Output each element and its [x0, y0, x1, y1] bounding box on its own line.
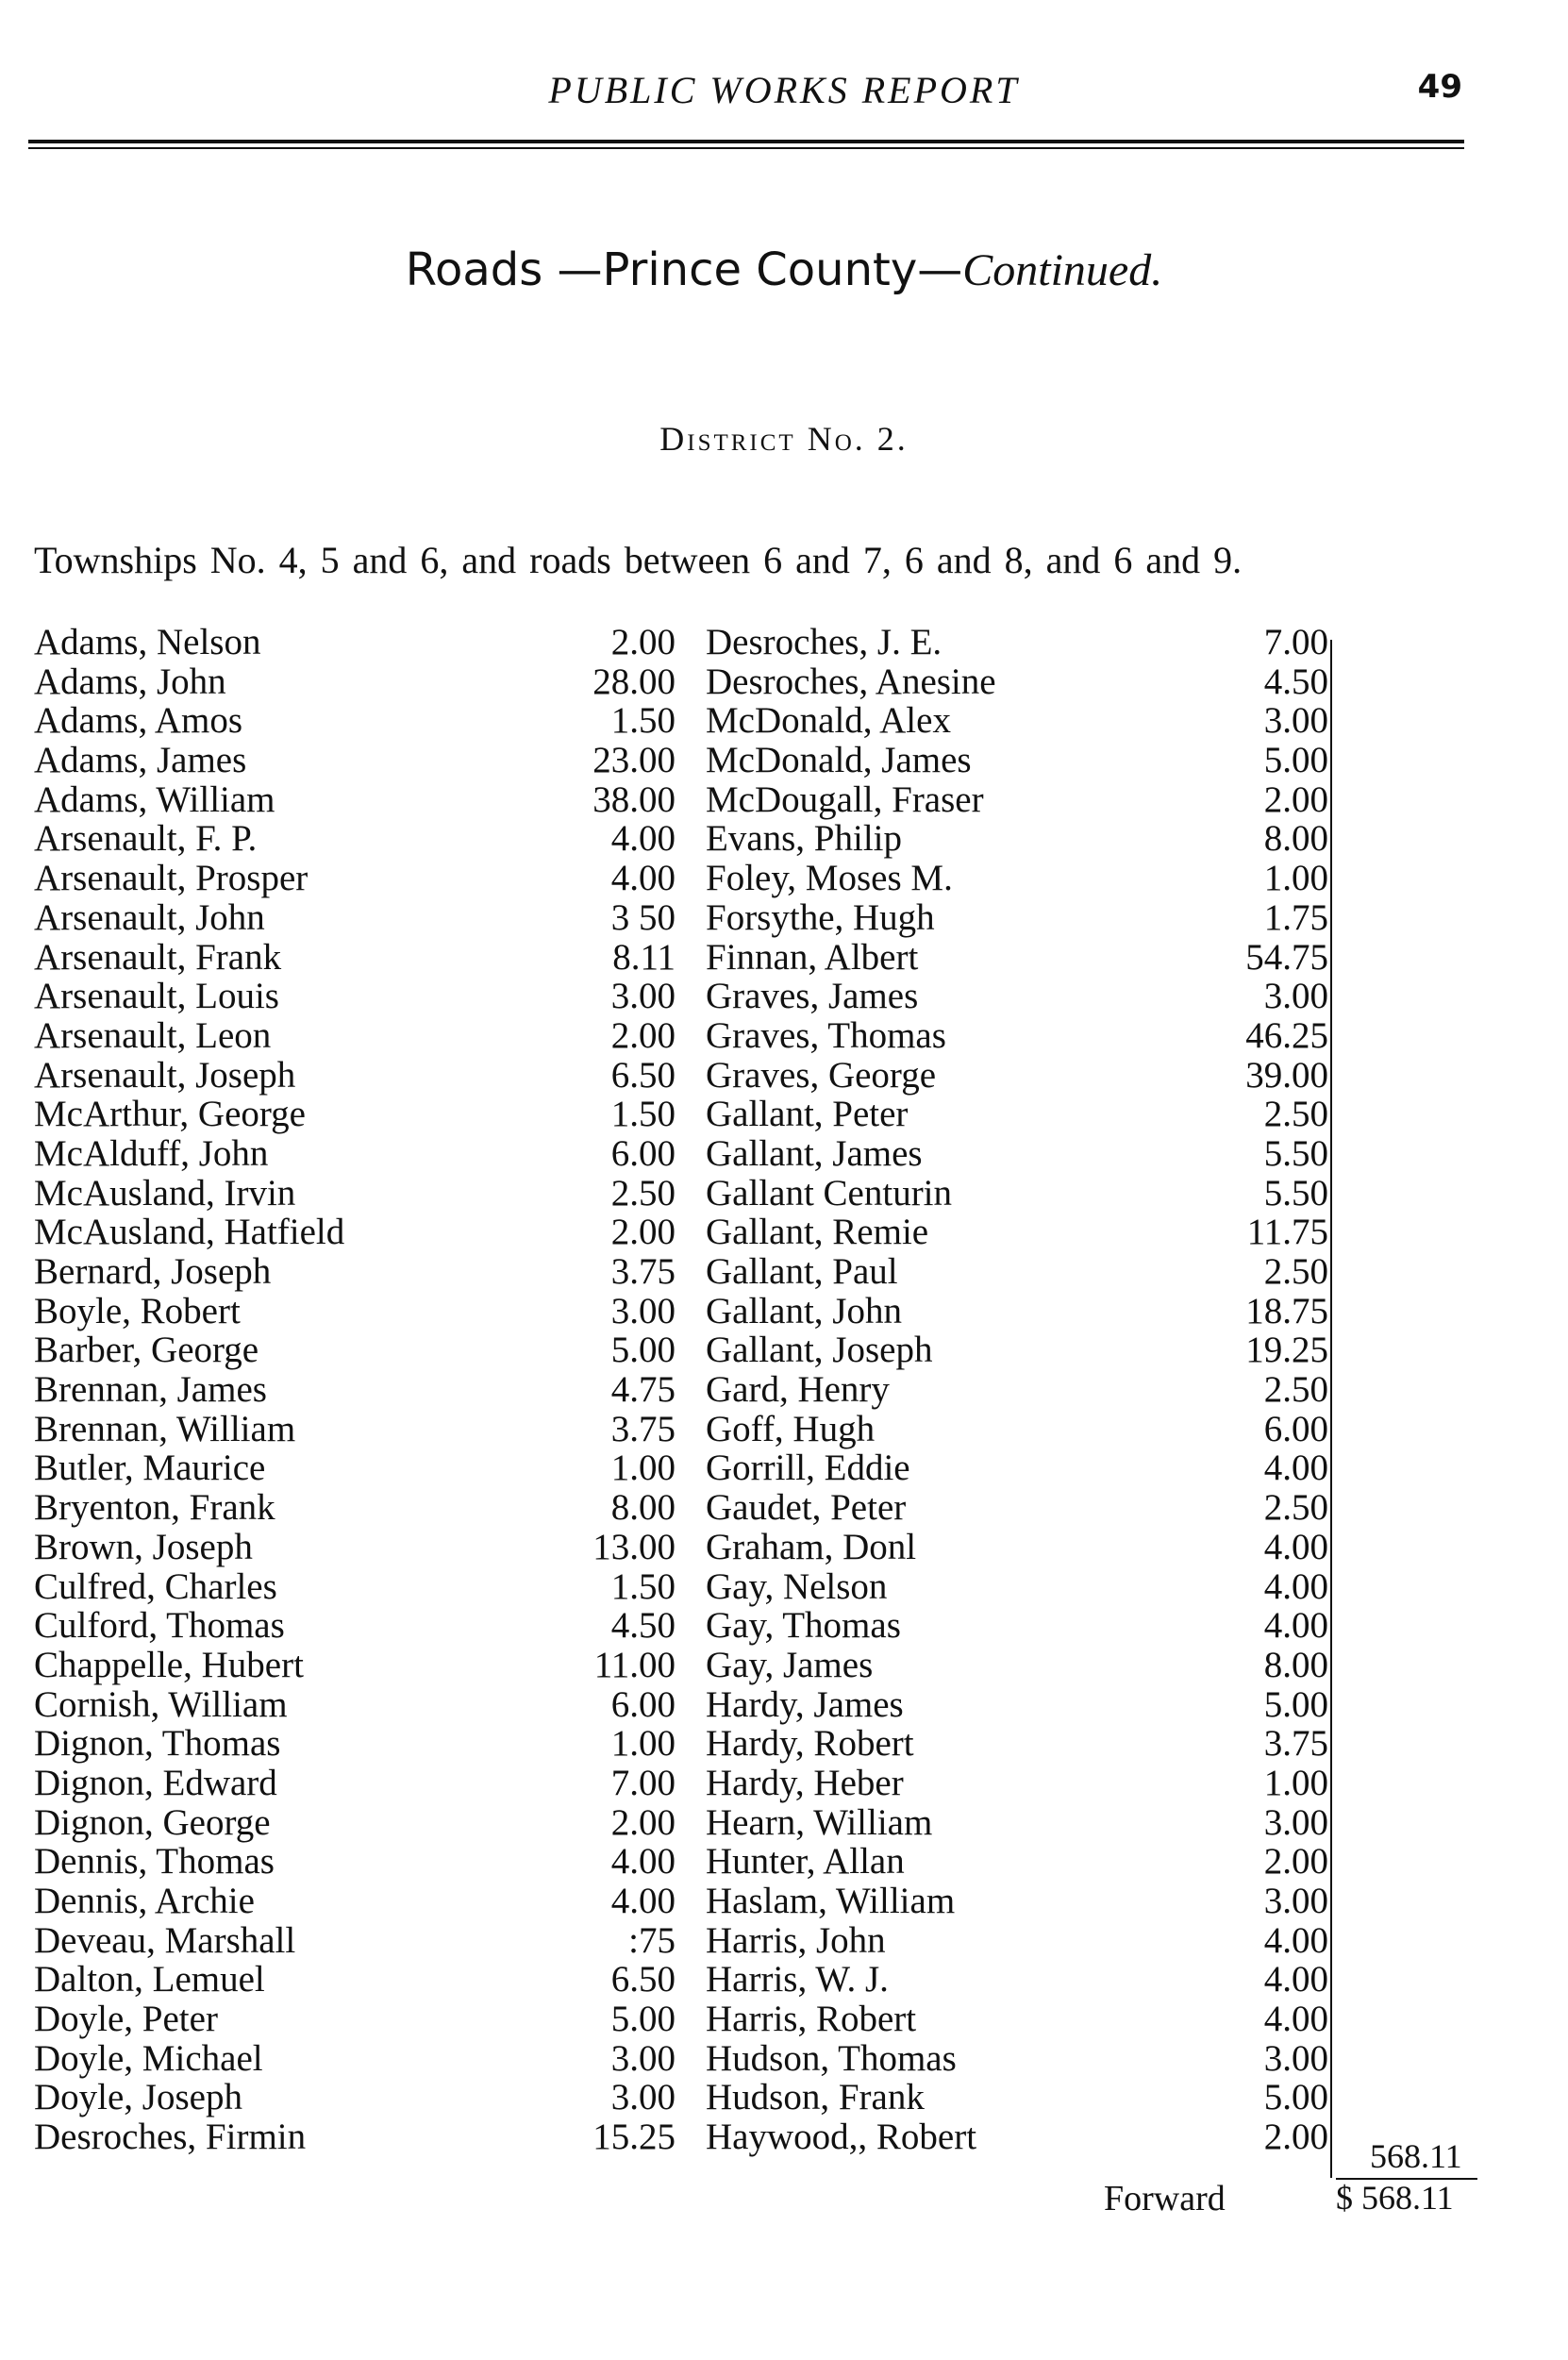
list-item [706, 1528, 1328, 1567]
entry-amount: 3.75 [610, 1408, 676, 1449]
list-item [706, 1488, 1328, 1528]
list-item [706, 1016, 1328, 1056]
list-item [706, 859, 1328, 898]
entry-name: Arsenault, John [34, 896, 265, 938]
list-item [34, 2000, 676, 2039]
list-item [706, 1213, 1328, 1252]
entry-name: Dignon, George [34, 1801, 271, 1843]
entry-name: Gallant, Peter [706, 1094, 909, 1135]
entry-name: Chappelle, Hubert [34, 1644, 304, 1685]
entry-amount: 19.25 [1245, 1330, 1328, 1371]
entry-amount: 5.00 [1263, 2077, 1328, 2118]
entry-amount: 39.00 [1245, 1054, 1328, 1096]
list-item [34, 938, 676, 978]
entry-name: McAusland, Hatfield [34, 1212, 345, 1253]
list-item [34, 1292, 676, 1331]
entry-name: Gard, Henry [706, 1369, 890, 1411]
entry-name: Graves, George [706, 1054, 937, 1096]
section-title [0, 243, 1568, 296]
entry-amount: 4.00 [610, 818, 676, 860]
entry-amount: 6.00 [610, 1683, 676, 1725]
entry-name: Bernard, Joseph [34, 1251, 272, 1292]
entry-amount: 4.00 [1263, 1565, 1328, 1607]
entry-amount: 1.50 [610, 1565, 676, 1607]
entry-name: Graham, Donl [706, 1526, 917, 1567]
entry-amount: 3.00 [1263, 1881, 1328, 1921]
entry-name: McDougall, Fraser [706, 778, 984, 820]
list-item [34, 1764, 676, 1803]
entry-name: McAlduff, John [34, 1132, 269, 1174]
entry-amount: 4.00 [610, 858, 676, 899]
section-title-main: Roads —Prince County— [405, 243, 963, 296]
entry-name: McAusland, Irvin [34, 1172, 296, 1213]
entry-name: Goff, Hugh [706, 1408, 876, 1449]
entry-amount: 1.75 [1263, 896, 1328, 938]
list-item [34, 1134, 676, 1174]
entry-amount: 8.00 [1263, 818, 1328, 860]
entry-amount: 3.00 [1263, 976, 1328, 1017]
entry-amount: 38.00 [592, 778, 676, 820]
entry-amount: 2.50 [610, 1172, 676, 1213]
entry-amount: 3.00 [610, 976, 676, 1017]
list-item [34, 2117, 676, 2157]
entry-name: Adams, James [34, 740, 247, 781]
entry-name: Gay, Thomas [706, 1605, 901, 1647]
entry-name: Doyle, Joseph [34, 2077, 242, 2118]
entry-amount: 5.50 [1263, 1172, 1328, 1213]
entry-name: Barber, George [34, 1330, 259, 1371]
entry-amount: 3.00 [1263, 1801, 1328, 1843]
entry-amount: 2.50 [1263, 1369, 1328, 1411]
entry-name: Hearn, William [706, 1801, 933, 1843]
entry-name: Gallant Centurin [706, 1172, 953, 1213]
entry-name: Desroches, Firmin [34, 2117, 307, 2158]
list-item [706, 2117, 1328, 2157]
entry-amount: 2.50 [1263, 1251, 1328, 1292]
entry-amount: 5.00 [610, 1330, 676, 1371]
entry-amount: 3.00 [610, 2037, 676, 2079]
list-item [34, 1882, 676, 1921]
list-item [706, 1803, 1328, 1843]
list-item [34, 1567, 676, 1607]
list-item [706, 1410, 1328, 1449]
list-item [706, 938, 1328, 978]
list-item [706, 741, 1328, 780]
entry-amount: 2.50 [1263, 1094, 1328, 1135]
entry-amount: 5.50 [1263, 1132, 1328, 1174]
list-item [34, 977, 676, 1016]
list-item [706, 1331, 1328, 1370]
entry-amount: :75 [628, 1919, 676, 1961]
entry-amount: 4.50 [610, 1605, 676, 1647]
list-item [706, 623, 1328, 662]
list-item [34, 1252, 676, 1292]
entry-name: Hudson, Thomas [706, 2037, 957, 2079]
entry-name: McDonald, Alex [706, 700, 951, 742]
list-item [706, 898, 1328, 938]
list-item [706, 1960, 1328, 2000]
entry-amount: 3.00 [1263, 700, 1328, 742]
entry-name: Hardy, James [706, 1683, 904, 1725]
entry-amount: 4.00 [1263, 1999, 1328, 2040]
entry-amount: 7.00 [610, 1762, 676, 1803]
entry-name: Arsenault, Leon [34, 1014, 272, 1056]
entry-name: Dignon, Thomas [34, 1723, 281, 1765]
entry-name: Gallant, Paul [706, 1251, 898, 1292]
list-item [34, 1370, 676, 1410]
list-item [34, 898, 676, 938]
entry-amount: 18.75 [1245, 1290, 1328, 1331]
entry-amount: 1.00 [1263, 858, 1328, 899]
list-item [34, 1448, 676, 1488]
entry-name: Adams, Nelson [34, 622, 261, 662]
list-item [706, 2078, 1328, 2117]
entry-name: Harris, W. J. [706, 1959, 889, 2000]
entry-amount: 4.75 [610, 1369, 676, 1411]
list-item [706, 701, 1328, 741]
list-item [706, 1921, 1328, 1961]
list-item [706, 1764, 1328, 1803]
list-item [34, 1213, 676, 1252]
list-item [706, 1567, 1328, 1607]
right-column [706, 623, 1328, 2157]
list-item [34, 2039, 676, 2079]
entry-amount: 5.00 [1263, 740, 1328, 781]
entry-amount: 4.00 [610, 1841, 676, 1883]
list-item [706, 977, 1328, 1016]
entry-amount: 11.75 [1246, 1212, 1328, 1253]
entry-amount: 3.75 [610, 1251, 676, 1292]
entry-name: Doyle, Peter [34, 1999, 218, 2040]
entry-amount: 2.00 [610, 1801, 676, 1843]
header-rule [28, 140, 1464, 143]
entry-name: Evans, Philip [706, 818, 903, 860]
entry-amount: 4.00 [1263, 1526, 1328, 1567]
entry-amount: 8.00 [610, 1487, 676, 1529]
header-rule-thin [28, 147, 1464, 149]
entry-name: Adams, William [34, 778, 275, 820]
entry-name: Desroches, Anesine [706, 661, 996, 702]
entry-amount: 4.50 [1263, 661, 1328, 702]
entry-amount: 3.00 [610, 2077, 676, 2118]
list-item [706, 1724, 1328, 1764]
running-title: PUBLIC WORKS REPORT [548, 69, 1020, 111]
entry-amount: 1.00 [610, 1448, 676, 1489]
entry-amount: 2.00 [1263, 1841, 1328, 1883]
forward-amount: $ 568.11 [1336, 2179, 1454, 2217]
list-item [34, 662, 676, 702]
list-item [34, 623, 676, 662]
entry-name: Brennan, James [34, 1369, 267, 1411]
entry-amount: 54.75 [1245, 936, 1328, 978]
entry-amount: 1.00 [610, 1723, 676, 1765]
entry-amount: 2.00 [610, 622, 676, 662]
entry-name: Arsenault, Frank [34, 936, 282, 978]
left-column [34, 623, 676, 2157]
entry-name: Foley, Moses M. [706, 858, 953, 899]
entry-amount: 4.00 [1263, 1448, 1328, 1489]
entry-amount: 2.00 [610, 1212, 676, 1253]
list-item [706, 662, 1328, 702]
entry-amount: 5.00 [1263, 1683, 1328, 1725]
entry-amount: 4.00 [1263, 1919, 1328, 1961]
list-item [34, 1685, 676, 1725]
entry-name: Hardy, Heber [706, 1762, 904, 1803]
entry-amount: 8.00 [1263, 1644, 1328, 1685]
entry-name: Finnan, Albert [706, 936, 919, 978]
entry-amount: 3.75 [1263, 1723, 1328, 1765]
list-item [34, 1528, 676, 1567]
list-item [706, 2000, 1328, 2039]
entry-name: Culford, Thomas [34, 1605, 285, 1647]
running-head [0, 68, 1568, 125]
entry-name: Gallant, Remie [706, 1212, 929, 1253]
entry-name: Brennan, William [34, 1408, 296, 1449]
subtotal-amount: 568.11 [1370, 2137, 1462, 2175]
list-item [34, 780, 676, 820]
entry-name: Arsenault, Joseph [34, 1054, 296, 1096]
entry-amount: 11.00 [593, 1644, 676, 1685]
list-item [34, 1724, 676, 1764]
entry-name: McArthur, George [34, 1094, 306, 1135]
entry-amount: 1.00 [1263, 1762, 1328, 1803]
list-item [706, 1292, 1328, 1331]
list-item [34, 1095, 676, 1134]
entry-name: Butler, Maurice [34, 1448, 266, 1489]
entry-amount: 3 50 [610, 896, 676, 938]
list-item [706, 1134, 1328, 1174]
entry-amount: 4.00 [610, 1881, 676, 1921]
entry-name: Gay, Nelson [706, 1565, 888, 1607]
list-item [34, 1606, 676, 1646]
list-item [706, 1252, 1328, 1292]
entry-name: Brown, Joseph [34, 1526, 253, 1567]
entry-amount: 15.25 [592, 2117, 676, 2158]
townships-line: Townships No. 4, 5 and 6, and roads between 6 and 7, 6 and 8, and 6 and 9. [34, 539, 1243, 581]
list-item [706, 1646, 1328, 1685]
list-item [706, 780, 1328, 820]
entry-name: Dennis, Thomas [34, 1841, 275, 1883]
entry-name: Gorrill, Eddie [706, 1448, 910, 1489]
list-item [34, 1488, 676, 1528]
list-item [706, 1056, 1328, 1096]
entry-name: Culfred, Charles [34, 1565, 277, 1607]
entry-name: Haslam, William [706, 1881, 956, 1921]
entry-name: McDonald, James [706, 740, 972, 781]
entry-name: Dignon, Edward [34, 1762, 277, 1803]
list-item [706, 819, 1328, 859]
entry-name: Graves, Thomas [706, 1014, 946, 1056]
list-item [706, 1606, 1328, 1646]
entry-name: Desroches, J. E. [706, 622, 942, 662]
list-item [706, 1370, 1328, 1410]
amount-column-rule [1330, 640, 1332, 2178]
list-item [706, 1685, 1328, 1725]
entry-name: Adams, Amos [34, 700, 243, 742]
list-item [34, 1174, 676, 1213]
entry-name: Haywood,, Robert [706, 2117, 977, 2158]
entry-amount: 6.50 [610, 1054, 676, 1096]
entry-amount: 7.00 [1263, 622, 1328, 662]
list-item [34, 1921, 676, 1961]
entry-name: Gallant, Joseph [706, 1330, 933, 1371]
entry-name: Bryenton, Frank [34, 1487, 275, 1529]
district-heading: District No. 2. [659, 420, 909, 458]
list-item [706, 1095, 1328, 1134]
entry-amount: 2.00 [1263, 778, 1328, 820]
entry-amount: 8.11 [612, 936, 676, 978]
entry-name: Doyle, Michael [34, 2037, 263, 2079]
list-item [34, 1331, 676, 1370]
entry-amount: 46.25 [1245, 1014, 1328, 1056]
list-item [34, 741, 676, 780]
list-item [34, 1410, 676, 1449]
entry-amount: 2.00 [610, 1014, 676, 1056]
section-title-continued: Continued. [962, 245, 1163, 295]
entry-amount: 23.00 [592, 740, 676, 781]
page-number: 49 [1417, 68, 1462, 106]
entry-amount: 1.50 [610, 1094, 676, 1135]
list-item [706, 1842, 1328, 1882]
entry-amount: 4.00 [1263, 1959, 1328, 2000]
entry-amount: 2.50 [1263, 1487, 1328, 1529]
list-item [34, 1842, 676, 1882]
entry-name: Gallant, John [706, 1290, 902, 1331]
entry-name: Gallant, James [706, 1132, 923, 1174]
entry-name: Adams, John [34, 661, 226, 702]
list-item [706, 1174, 1328, 1213]
entry-name: Boyle, Robert [34, 1290, 241, 1331]
entry-name: Forsythe, Hugh [706, 896, 935, 938]
entry-amount: 5.00 [610, 1999, 676, 2040]
entry-name: Cornish, William [34, 1683, 288, 1725]
entry-amount: 6.00 [1263, 1408, 1328, 1449]
entry-name: Dalton, Lemuel [34, 1959, 265, 2000]
entry-amount: 3.00 [1263, 2037, 1328, 2079]
entry-amount: 6.00 [610, 1132, 676, 1174]
entry-name: Harris, John [706, 1919, 886, 1961]
entry-amount: 3.00 [610, 1290, 676, 1331]
list-item [34, 2078, 676, 2117]
entry-amount: 28.00 [592, 661, 676, 702]
entry-name: Gay, James [706, 1644, 874, 1685]
entry-name: Hudson, Frank [706, 2077, 925, 2118]
entry-name: Arsenault, Louis [34, 976, 279, 1017]
entry-amount: 4.00 [1263, 1605, 1328, 1647]
entry-amount: 1.50 [610, 700, 676, 742]
entry-name: Arsenault, F. P. [34, 818, 258, 860]
entry-amount: 6.50 [610, 1959, 676, 2000]
entry-amount: 13.00 [592, 1526, 676, 1567]
list-item [34, 1016, 676, 1056]
list-item [706, 1448, 1328, 1488]
entry-amount: 2.00 [1263, 2117, 1328, 2158]
entry-name: Harris, Robert [706, 1999, 917, 2040]
list-item [34, 1646, 676, 1685]
list-item [706, 2039, 1328, 2079]
entry-name: Hunter, Allan [706, 1841, 905, 1883]
entry-name: Deveau, Marshall [34, 1919, 296, 1961]
list-item [34, 1056, 676, 1096]
entry-name: Graves, James [706, 976, 919, 1017]
list-item [34, 819, 676, 859]
list-item [706, 1882, 1328, 1921]
entry-name: Arsenault, Prosper [34, 858, 309, 899]
forward-label: Forward [1104, 2179, 1226, 2218]
list-item [34, 1803, 676, 1843]
list-item [34, 859, 676, 898]
list-item [34, 701, 676, 741]
list-item [34, 1960, 676, 2000]
entry-name: Gaudet, Peter [706, 1487, 907, 1529]
entry-name: Dennis, Archie [34, 1881, 255, 1921]
entry-name: Hardy, Robert [706, 1723, 914, 1765]
